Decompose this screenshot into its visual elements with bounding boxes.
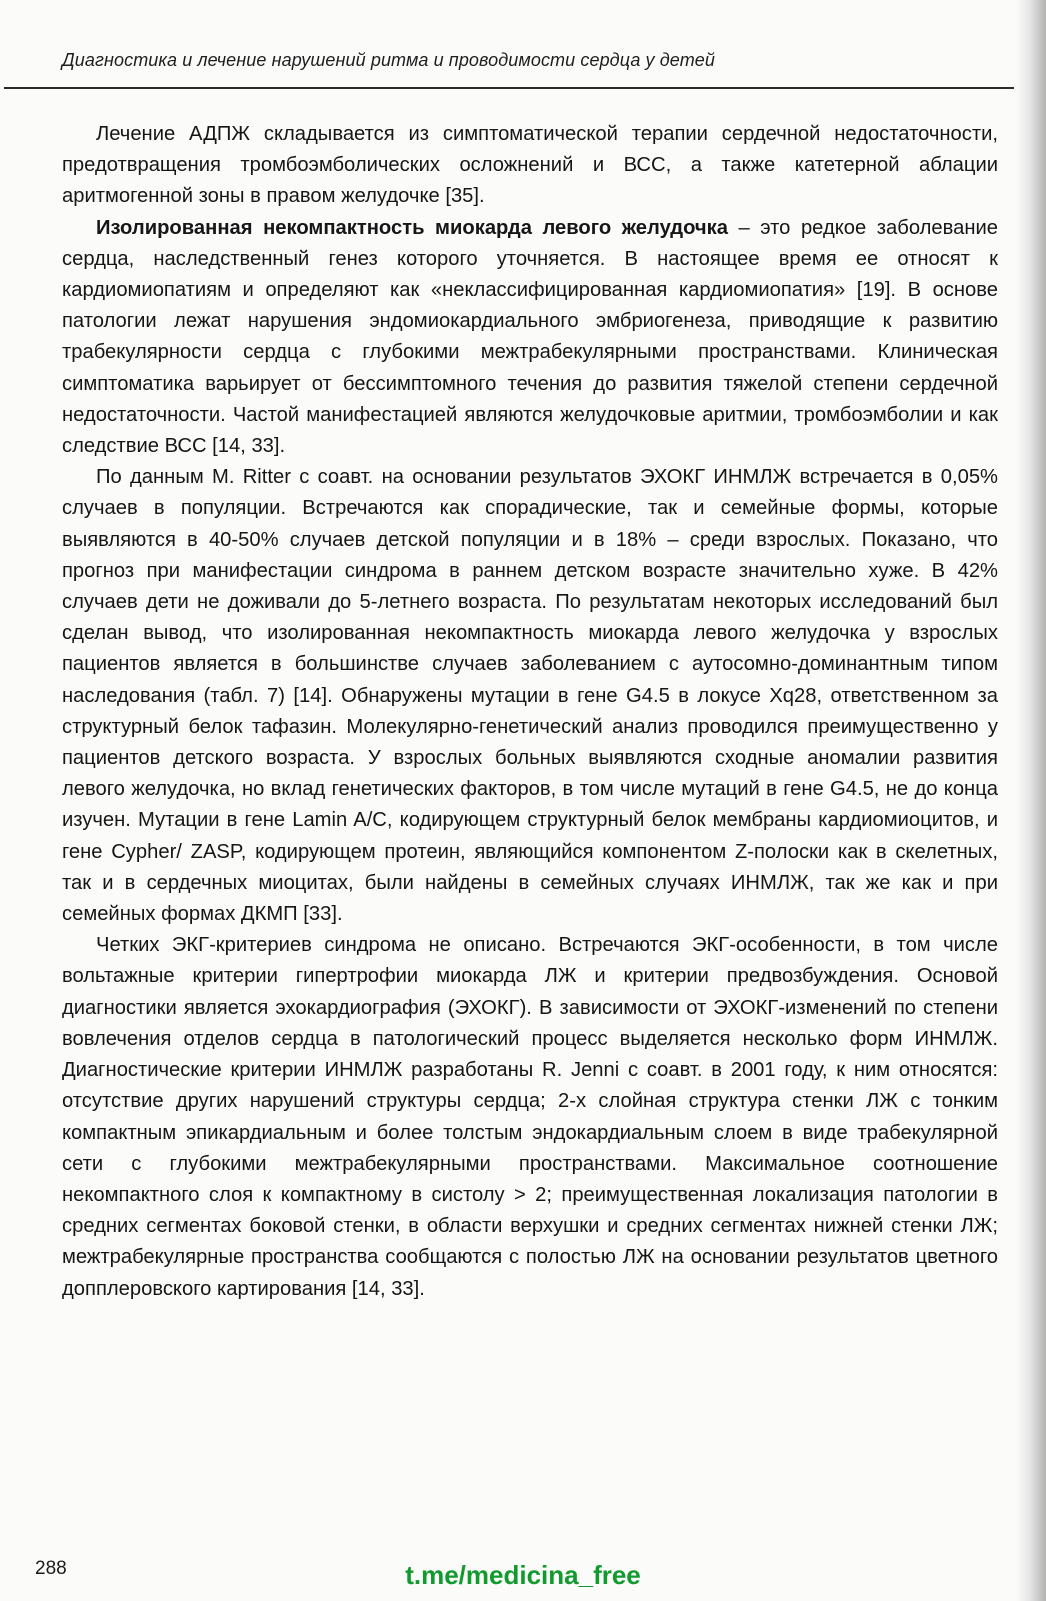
paragraph-1: Лечение АДПЖ складывается из симптоматической терапии сердечной недостаточности, предотвращения тромбоэмболических осложнений и ВСС, а также катетерной аблации аритмогенной зоны в правом желудочке [35]. bbox=[62, 123, 998, 208]
running-header: Диагностика и лечение нарушений ритма и проводимости сердца у детей bbox=[62, 50, 716, 70]
header-rule bbox=[4, 87, 1014, 89]
body-text bbox=[62, 119, 998, 1305]
page-number: 288 bbox=[35, 1558, 67, 1579]
paragraph-2-text: – это редкое заболевание сердца, наследственный генез которого уточняется. В настоящее время ее относят к кардиомиопатиям и определяют как «неклассифицированная кардиомиопатия» [19]. В основе патологии лежат нарушения эндомиокардиального эмбриогенеза, приводящие к развитию трабекулярности сердца с глубокими межтрабекулярными пространствами. Клиническая симптоматика варьирует от бессимптомного течения до развития тяжелой степени сердечной недостаточности. Частой манифестацией являются желудочковые аритмии, тромбоэмболии и как следствие ВСС [14, 33]. bbox=[62, 216, 998, 458]
paragraph-2-term: Изолированная некомпактность миокарда левого желудочка bbox=[96, 216, 728, 239]
page-edge-shadow bbox=[1016, 0, 1046, 1601]
paragraph-3: По данным M. Ritter с соавт. на основании результатов ЭХОКГ ИНМЛЖ встречается в 0,05% случаев в популяции. Встречаются как спорадические, так и семейные формы, которые выявляются в 40-50% случаев детской популяции и в 18% – среди взрослых. Показано, что прогноз при манифестации синдрома в раннем детском возрасте значительно хуже. В 42% случаев дети не доживали до 5-летнего возраста. По результатам некоторых исследований был сделан вывод, что изолированная некомпактность миокарда левого желудочка у взрослых пациентов является в большинстве случаев заболеванием с аутосомно-доминантным типом наследования (табл. 7) [14]. Обнаружены мутации в гене G4.5 в локусе Xq28, ответственном за структурный белок тафазин. Молекулярно-генетический анализ проводился преимущественно у пациентов детского возраста. У взрослых больных выявляются сходные аномалии развития левого желудочка, но вклад генетических факторов, в том числе мутаций в гене G4.5, не до конца изучен. Мутации в гене Lamin A/C, кодирующем структурный белок мембраны кардиомиоцитов, и гене Cypher/ ZASP, кодирующем протеин, являющийся компонентом Z-полоски как в скелетных, так и в сердечных миоцитах, были найдены в семейных случаях ИНМЛЖ, так же как и при семейных формах ДКМП [33]. bbox=[62, 466, 998, 926]
paragraph-4: Четких ЭКГ-критериев синдрома не описано. Встречаются ЭКГ-особенности, в том числе вольтажные критерии гипертрофии миокарда ЛЖ и критерии предвозбуждения. Основой диагностики является эхокардиография (ЭХОКГ). В зависимости от ЭХОКГ-изменений по степени вовлечения отделов сердца в патологический процесс выделяется несколько форм ИНМЛЖ. Диагностические критерии ИНМЛЖ разработаны R. Jenni с соавт. в 2001 году, к ним относятся: отсутствие других нарушений структуры сердца; 2-х слойная структура стенки ЛЖ с тонким компактным эпикардиальным и более толстым эндокардиальным слоем в виде трабекулярной сети с глубокими межтрабекулярными пространствами. Максимальное соотношение некомпактного слоя к компактному в систолу > 2; преимущественная локализация патологии в средних сегментах боковой стенки, в области верхушки и средних сегментах нижней стенки ЛЖ; межтрабекулярные пространства сообщаются с полостью ЛЖ на основании результатов цветного допплеровского картирования [14, 33]. bbox=[62, 934, 998, 1300]
watermark-link[interactable]: t.me/medicina_free bbox=[405, 1560, 641, 1590]
paragraph-2 bbox=[62, 213, 998, 463]
